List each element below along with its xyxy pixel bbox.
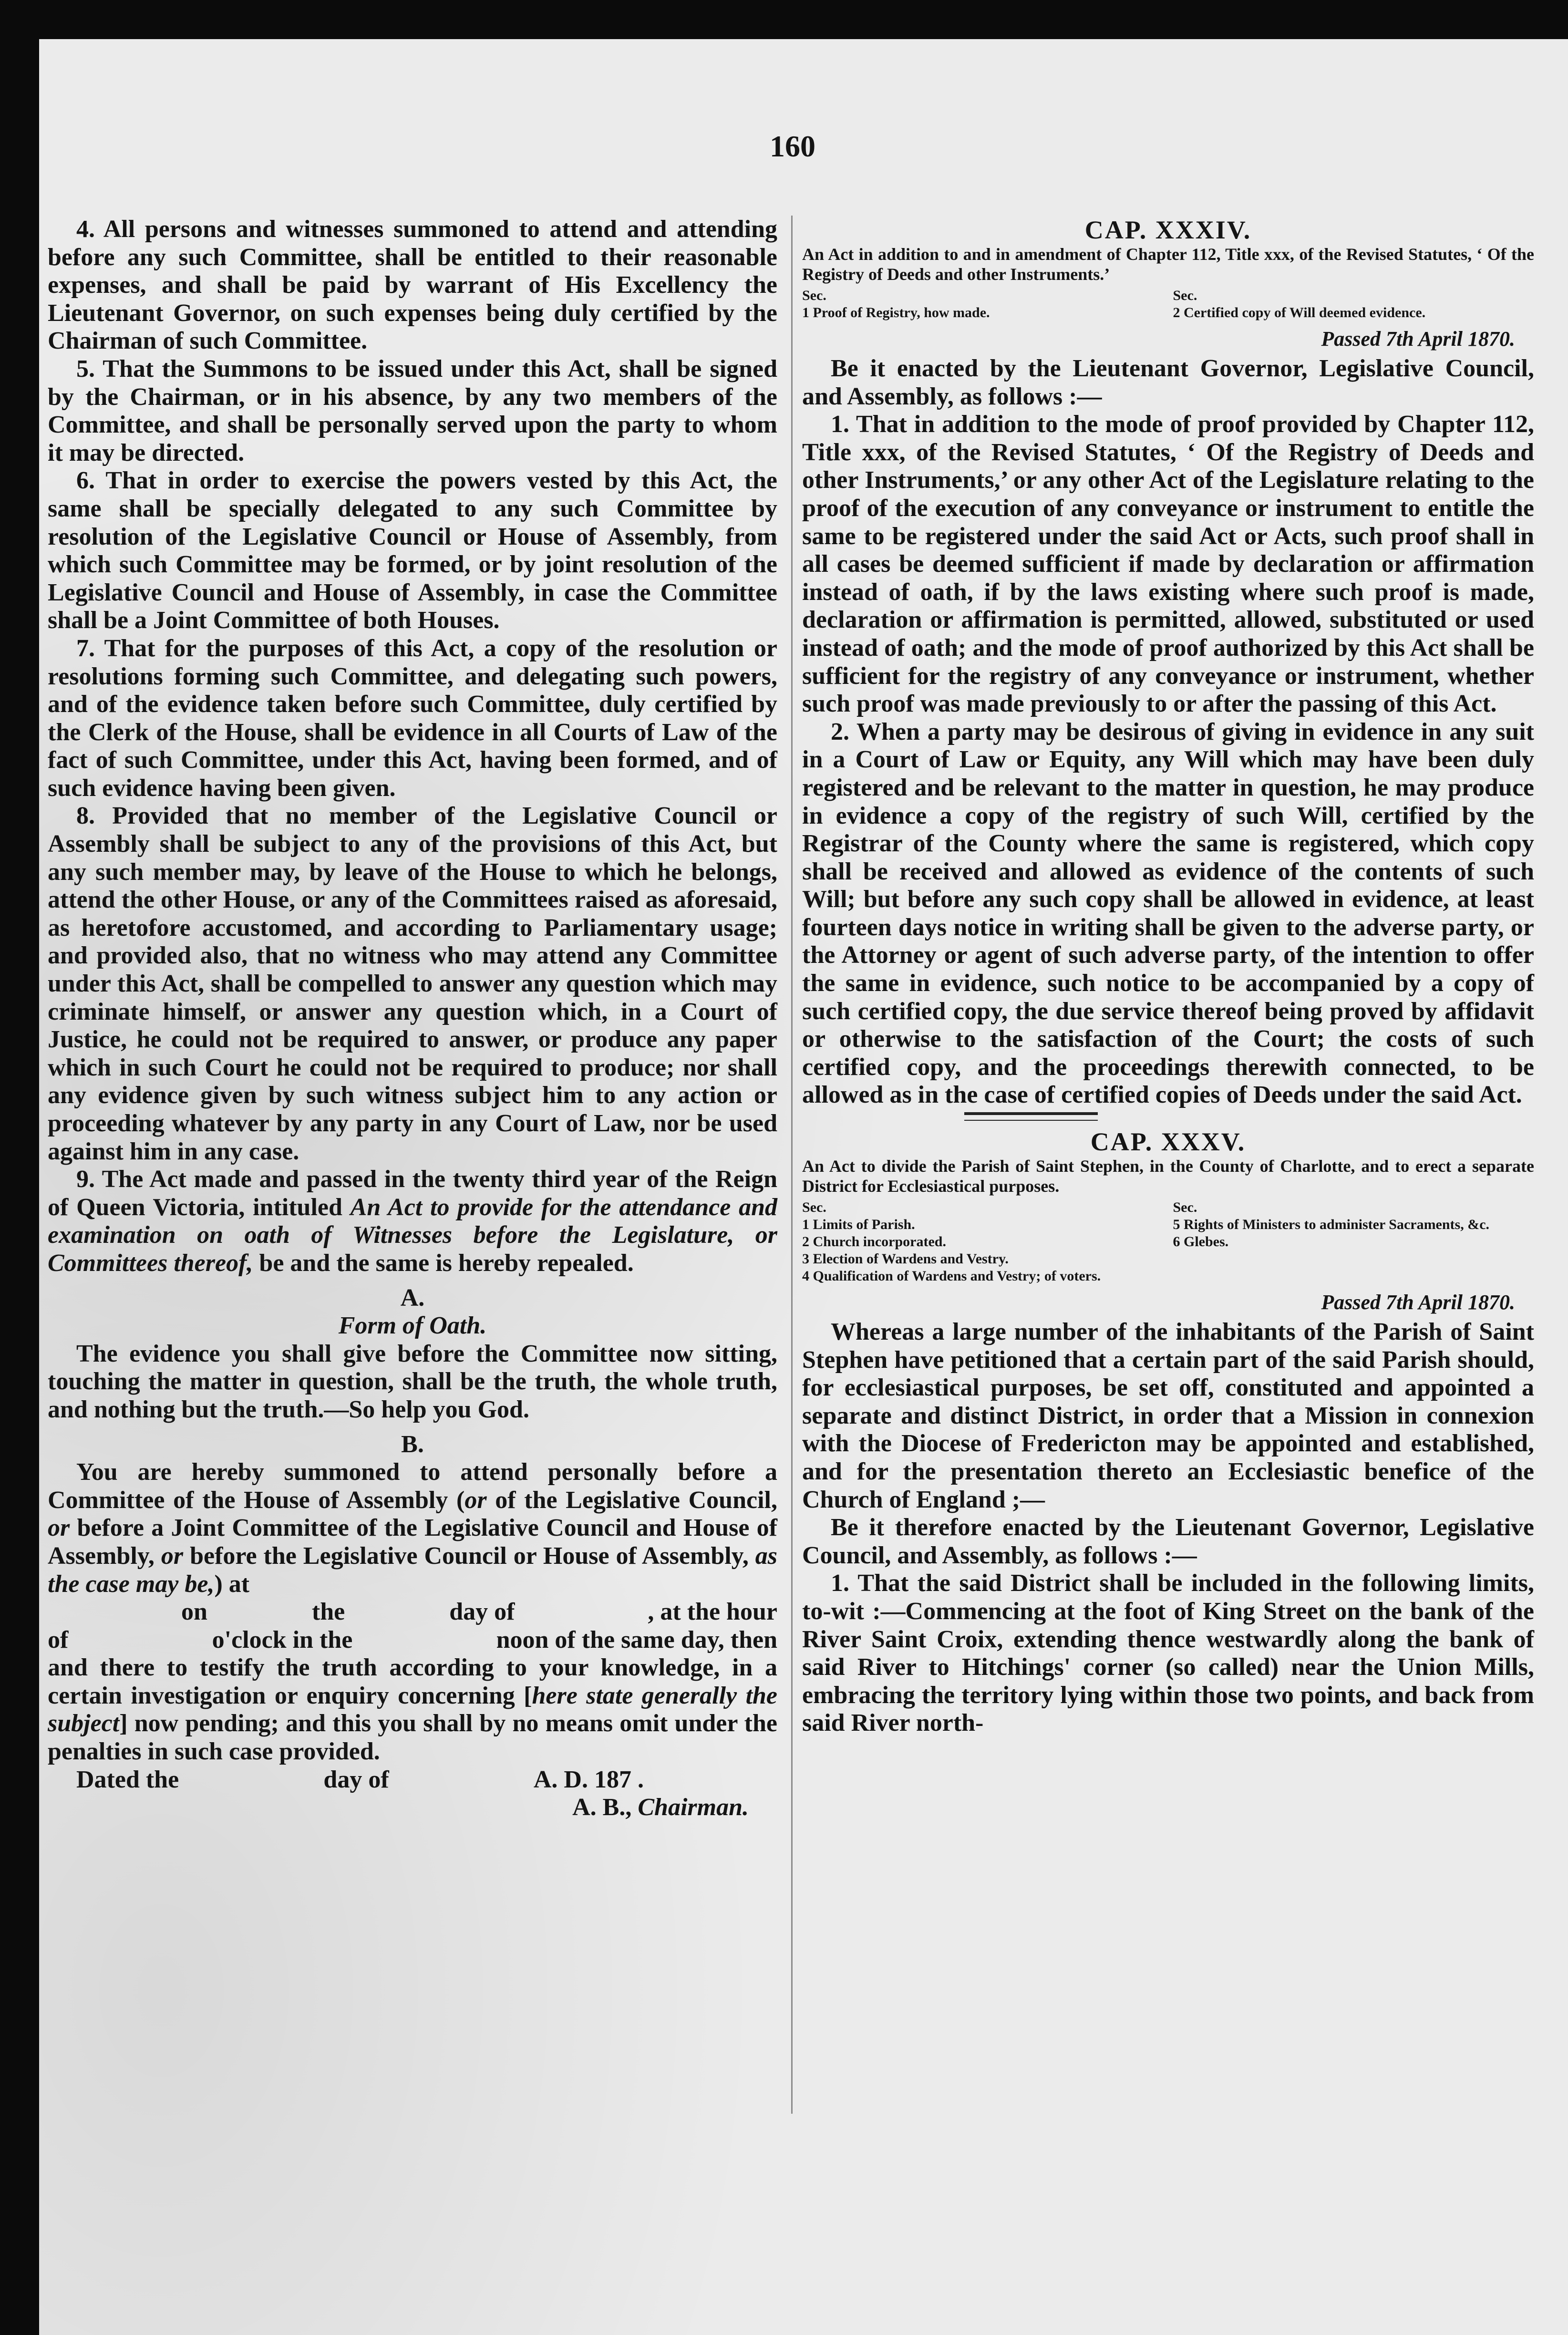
- summons-date-line: [48, 1598, 777, 1626]
- section-8: 8. Provided that no member of the Legislative Council or Assembly shall be subject to any of the provisions of this Act, but any such member may, by leave of the House to which he belongs, attend the other House, or any of the Committees raised as aforesaid, as heretofore accustomed, and according to Parliamentary usage; and provided also, that no witness who may attend any Committee under this Act, shall be compelled to answer any question which may criminate himself, or answer any question which, in a Court of Justice, he could not be required to answer, or produce any paper which in such Court he could not be required to produce; nor shall any evidence given by such witness subject him to any action or proceeding whatever by any party in any Court of Law, nor be used against him in any case.: [48, 802, 777, 1165]
- summons-part-2: of the Legislative Council,: [486, 1486, 777, 1514]
- section-5: 5. That the Summons to be issued under this Act, shall be signed by the Chairman, or in his absence, by any two members of the Committee, and shall be personally served upon the party to whom it may be directed.: [48, 355, 777, 466]
- cap-34-sec-2: 2 Certified copy of Will deemed evidence.: [1173, 305, 1426, 320]
- right-column: [802, 216, 1534, 1737]
- sec-label: Sec.: [802, 288, 826, 303]
- cap-34-section-1: 1. That in addition to the mode of proof provided by Chapter 112, Title xxx, of the Revised Statutes, ‘ Of the Registry of Deeds and other Instruments,’ or any other Act of the Legislature relating to the proof of the execution of any conveyance or instrument to entitle the same to be registered under the said Act or Acts, such proof shall in all cases be deemed sufficient if made by declaration or affirmation instead of oath, if by the laws existing where such proof is made, declaration or affirmation is permitted, allowed, substituted or used instead of oath; and the mode of proof authorized by this Act shall be sufficient for the registry of any conveyance or instrument, whether such proof was made previously to or after the passing of this Act.: [802, 411, 1534, 718]
- cap-35-sec-item: 6 Glebes.: [1173, 1234, 1229, 1250]
- sec-label: Sec.: [1173, 288, 1197, 303]
- of-blank: of: [48, 1626, 69, 1653]
- dated-line: [48, 1766, 777, 1794]
- cap-35-sec-item: 3 Election of Wardens and Vestry.: [802, 1251, 1009, 1267]
- cap-35-sec-item: 4 Qualification of Wardens and Vestry; of voters.: [802, 1268, 1101, 1284]
- page-number: 160: [770, 129, 815, 163]
- cap-34-title: An Act in addition to and in amendment of Chapter 112, Title xxx, of the Revised Statutes, ‘ Of the Registry of Deeds and other Instruments.’: [802, 245, 1534, 284]
- section-4: 4. All persons and witnesses summoned to attend and attending before any such Committee, shall be entitled to their reasonable expenses, and shall be paid by warrant of His Excellency the Lieutenant Governor, on such expenses being duly certified by the Chairman of such Committee.: [48, 216, 777, 355]
- chapter-divider-rule: [964, 1112, 1098, 1121]
- schedule-b-heading: B.: [401, 1430, 424, 1458]
- summons-text: [48, 1458, 777, 1598]
- cap-35-passed-date: Passed 7th April 1870.: [1321, 1291, 1515, 1314]
- noon-line: noon of the same day, then: [496, 1626, 777, 1653]
- summons-or-2: or: [48, 1514, 70, 1542]
- dated-label: Dated the: [76, 1766, 179, 1793]
- day-of-blank: day of: [449, 1598, 515, 1626]
- cap-34-enacting-clause: Be it enacted by the Lieutenant Governor, Legislative Council, and Assembly, as follows :—: [802, 355, 1534, 410]
- cap-35-heading: CAP. XXXV.: [1090, 1127, 1246, 1157]
- cap-34-section-2: 2. When a party may be desirous of giving in evidence in any suit in a Court of Law or Equity, any Will which may have been duly registered and be relevant to the matter in question, he may produce in evidence a copy of the registry of such Will, certified by the Registrar of the County where the same is registered, which copy shall be received and allowed as evidence of the contents of such Will; but before any such copy shall be allowed in evidence, at least fourteen days notice in writing shall be given to the adverse party, or the Attorney or agent of such adverse party, of the intention to offer the same in evidence, such notice to be accompanied by a copy of such certified copy, the due service thereof being proved by affidavit or otherwise to the satisfaction of the Court; the costs of such certified copy, and the proceedings therewith connected, to be allowed as in the case of certified copies of Deeds under the said Act.: [802, 718, 1534, 1109]
- summons-continuation: [48, 1654, 777, 1766]
- summons-part-4: before the Legislative Council or House of Assembly,: [183, 1542, 755, 1570]
- summons-part-1: You are hereby summoned to attend personally before a Committee of the House of Assembly (: [48, 1458, 777, 1514]
- section-9-start: 9. The Act made and passed in the twenty third year of the Reign of Queen Victoria, intituled: [48, 1166, 777, 1221]
- summons-or-3: or: [161, 1542, 184, 1570]
- form-of-oath-heading: [48, 1312, 777, 1340]
- on-blank: on: [181, 1598, 207, 1626]
- summons-or-1: or: [464, 1486, 487, 1514]
- summons-part-5: ) at: [214, 1570, 250, 1598]
- summons-bracket-text: here state generally the subject: [48, 1682, 778, 1737]
- the-blank: the: [311, 1598, 345, 1626]
- cap-34-passed-date: Passed 7th April 1870.: [1321, 327, 1515, 351]
- cap-35-sections-right: [1164, 1199, 1535, 1285]
- signature-line: [48, 1794, 777, 1822]
- form-of-oath-label: Form of Oath.: [338, 1312, 487, 1340]
- document-page: [39, 39, 1568, 2335]
- cap-34-sections: [802, 287, 1534, 321]
- oclock-blank: o'clock in the: [212, 1626, 353, 1653]
- cap-35-enacting-clause: Be it therefore enacted by the Lieutenant Governor, Legislative Council, and Assembly, as follows :—: [802, 1514, 1534, 1569]
- column-divider: [791, 216, 793, 2114]
- sec-label: Sec.: [802, 1199, 826, 1216]
- cap-35-sec-item: 1 Limits of Parish.: [802, 1217, 915, 1233]
- at-hour-blank: , at the hour: [648, 1598, 777, 1626]
- summons-part-3: before a Joint Committee of the Legislative Council and House of Assembly,: [48, 1514, 777, 1570]
- repealed-act-title: An Act to provide for the attendance and examination on oath of Witnesses before the Legislature, or Committees thereof,: [48, 1193, 777, 1277]
- cap-35-sections: [802, 1199, 1534, 1285]
- summons-case: as the case may be,: [48, 1542, 778, 1598]
- cap-35-sections-left: [802, 1199, 1164, 1285]
- dated-day-of: day of: [323, 1766, 389, 1793]
- summons-part-7: ] now pending; and this you shall by no means omit under the penalties in such case provided.: [48, 1710, 777, 1766]
- dated-ad: A. D. 187 .: [533, 1766, 644, 1793]
- sec-label: Sec.: [1173, 1199, 1197, 1216]
- section-7: 7. That for the purposes of this Act, a copy of the resolution or resolutions forming such Committee, and delegating such powers, and of the evidence taken before such Committee, duly certified by the Clerk of the House, shall be evidence in all Courts of Law of the fact of such Committee, under this Act, having been formed, and of such evidence having been given.: [48, 634, 777, 802]
- cap-34-heading: CAP. XXXIV.: [1084, 216, 1252, 244]
- cap-35-section-1: 1. That the said District shall be included in the following limits, to-wit :—Commencing at the foot of King Street on the bank of the River Saint Croix, extending thence westwardly along the bank of said River to Hitchings' corner (so called) near the Union Mills, embracing the territory lying within those two points, and back from said River north-: [802, 1570, 1534, 1737]
- section-9: [48, 1166, 777, 1277]
- summons-part-6: and there to testify the truth according to your knowledge, in a certain investigation or enquiry concerning [: [48, 1654, 777, 1709]
- signature-title: Chairman.: [638, 1794, 749, 1821]
- oath-text: The evidence you shall give before the Committee now sitting, touching the matter in question, shall be the truth, the whole truth, and nothing but the truth.—So help you God.: [48, 1340, 777, 1423]
- signature-name: A. B.,: [572, 1794, 638, 1821]
- left-column: [48, 216, 777, 1822]
- cap-35-title: An Act to divide the Parish of Saint Stephen, in the County of Charlotte, and to erect a separate District for Ecclesiastical purposes.: [802, 1157, 1534, 1196]
- cap-35-preamble: Whereas a large number of the inhabitants of the Parish of Saint Stephen have petitioned that a certain part of the said Parish should, for ecclesiastical purposes, be set off, constituted and appointed a separate and distinct District, in order that a Mission in connexion with the Diocese of Fredericton may be appointed and established, and for the presentation thereto an Ecclesiastic benefice of the Church of England ;—: [802, 1318, 1534, 1513]
- section-6: 6. That in order to exercise the powers vested by this Act, the same shall be specially delegated to any such Committee by resolution of the Legislative Council or House of Assembly, from which such Committee may be formed, or by joint resolution of the Legislative Council and House of Assembly, in case the Committee shall be a Joint Committee of both Houses.: [48, 467, 777, 634]
- summons-time-line: [48, 1626, 777, 1654]
- cap-35-sec-item: 2 Church incorporated.: [802, 1234, 946, 1250]
- cap-35-sec-item: 5 Rights of Ministers to administer Sacraments, &c.: [1173, 1217, 1490, 1233]
- schedule-a-heading: A.: [400, 1284, 425, 1312]
- cap-34-sec-1: 1 Proof of Registry, how made.: [802, 305, 990, 320]
- section-9-end: be and the same is hereby repealed.: [253, 1249, 634, 1277]
